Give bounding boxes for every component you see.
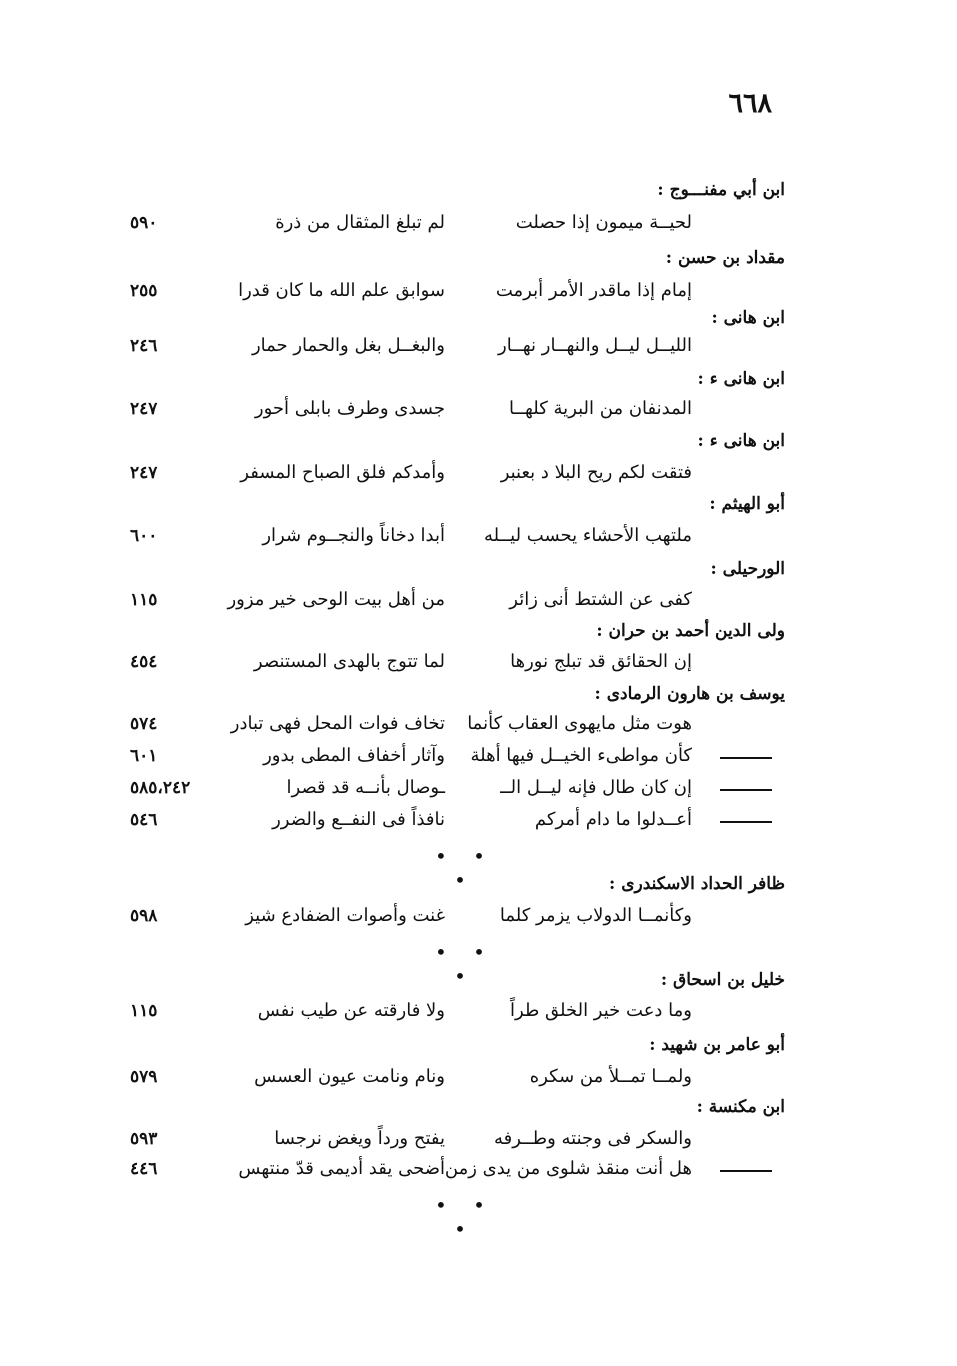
- verse-first-hemistich: إمام إذا ماقدر الأمر أبرمت: [495, 280, 692, 301]
- page-reference: ٢٤٧: [130, 463, 158, 483]
- repeat-dash: [720, 789, 772, 791]
- page-reference: ٢٤٦: [130, 336, 158, 356]
- verse-row: [0, 398, 957, 428]
- poet-heading: مقداد بن حسن :: [665, 248, 785, 268]
- verse-row: [0, 280, 957, 310]
- verse-first-hemistich: الليــل ليــل والنهــار نهــار: [498, 335, 692, 356]
- poet-heading: ابن هانى ء :: [697, 431, 785, 451]
- verse-first-hemistich: هوت مثل مايهوى العقاب كأنما: [467, 713, 692, 734]
- poet-heading: يوسف بن هارون الرمادى :: [594, 684, 785, 704]
- poet-heading: ابن مكنسة :: [696, 1097, 785, 1117]
- verse-row: [0, 651, 957, 681]
- page-reference: ١١٥: [130, 590, 158, 610]
- page-reference: ٢٥٥: [130, 281, 158, 301]
- page-reference: ٥٩٨: [130, 906, 158, 926]
- verse-row: [0, 745, 957, 775]
- verse-second-hemistich: ونام ونامت عيون العسس: [254, 1066, 445, 1087]
- verse-first-hemistich: لحيــة ميمون إذا حصلت: [515, 212, 692, 233]
- poet-heading: أبو الهيثم :: [709, 494, 785, 514]
- verse-second-hemistich: جسدى وطرف بابلى أحور: [254, 398, 445, 419]
- verse-first-hemistich: ولمــا تمــلأ من سكره: [529, 1066, 692, 1087]
- verse-row: [0, 525, 957, 555]
- poet-heading: ابن هانى :: [711, 308, 785, 328]
- verse-row: [0, 777, 957, 807]
- repeat-dash: [720, 821, 772, 823]
- page-reference: ٥٩٠: [130, 213, 158, 233]
- verse-first-hemistich: وكأنمــا الدولاب يزمر كلما: [499, 905, 692, 926]
- poet-heading: خليل بن اسحاق :: [660, 970, 785, 990]
- verse-row: [0, 212, 957, 242]
- poet-heading: الورحيلى :: [710, 559, 785, 579]
- verse-second-hemistich: أبدا دخاناً والنجــوم شرار: [262, 525, 445, 546]
- page-reference: ٥٩٣: [130, 1129, 158, 1149]
- verse-row: [0, 1158, 957, 1188]
- poet-heading: ابن أبي مفنـــوج :: [657, 180, 785, 200]
- verse-second-hemistich: غنت وأصوات الضفادع شيز: [245, 905, 445, 926]
- verse-second-hemistich: نافذاً فى النفــع والضرر: [272, 809, 445, 830]
- verse-row: [0, 905, 957, 935]
- verse-first-hemistich: كفى عن الشتط أنى زائر: [509, 589, 692, 610]
- verse-row: [0, 1066, 957, 1096]
- page-reference: ١١٥: [130, 1001, 158, 1021]
- verse-first-hemistich: وما دعت خير الخلق طراً: [510, 1000, 692, 1021]
- verse-second-hemistich: ولا فارقته عن طيب نفس: [257, 1000, 445, 1021]
- repeat-dash: [720, 757, 772, 759]
- poet-heading: ابن هانى ء :: [697, 369, 785, 389]
- verse-second-hemistich: ـوصال بأنــه قد قصرا: [286, 777, 445, 798]
- verse-row: [0, 335, 957, 365]
- verse-first-hemistich: هل أنت منقذ شلوى من يدى زمن: [444, 1158, 692, 1179]
- verse-second-hemistich: من أهل بيت الوحى خير مزور: [227, 589, 445, 610]
- verse-row: [0, 462, 957, 492]
- section-separator: • • •: [435, 1193, 495, 1241]
- poet-heading: أبو عامر بن شهيد :: [649, 1035, 785, 1055]
- verse-row: [0, 589, 957, 619]
- section-separator: • • •: [435, 844, 495, 892]
- verse-row: [0, 809, 957, 839]
- verse-row: [0, 1128, 957, 1158]
- verse-first-hemistich: فتقت لكم ريح البلا د بعنبر: [500, 462, 692, 483]
- verse-second-hemistich: يفتح ورداً ويغض نرجسا: [274, 1128, 445, 1149]
- page-reference: ٤٤٦: [130, 1159, 158, 1179]
- verse-second-hemistich: تخاف فوات المحل فهى تبادر: [230, 713, 445, 734]
- verse-second-hemistich: سوابق علم الله ما كان قدرا: [238, 280, 445, 301]
- verse-row: [0, 1000, 957, 1030]
- verse-second-hemistich: والبغــل بغل والحمار حمار: [251, 335, 445, 356]
- verse-first-hemistich: كأن مواطىء الخيــل فيها أهلة: [470, 745, 692, 766]
- verse-second-hemistich: لما تتوج بالهدى المستنصر: [253, 651, 445, 672]
- verse-first-hemistich: المدنفان من البرية كلهــا: [508, 398, 692, 419]
- page-number: ٦٦٨: [728, 88, 772, 119]
- page-reference: ٢٤٧: [130, 399, 158, 419]
- verse-second-hemistich: وآثار أخفاف المطى بدور: [263, 745, 445, 766]
- page-reference: ٦٠٠: [130, 526, 158, 546]
- page-reference: ٥٧٩: [130, 1067, 158, 1087]
- page-reference: ٦٠١: [130, 746, 158, 766]
- verse-first-hemistich: أعــدلوا ما دام أمركم: [534, 809, 692, 830]
- section-separator: • • •: [435, 940, 495, 988]
- verse-second-hemistich: لم تبلغ المثقال من ذرة: [275, 212, 445, 233]
- poet-heading: ظافر الحداد الاسكندرى :: [609, 874, 785, 894]
- poet-heading: ولى الدين أحمد بن حران :: [596, 621, 785, 641]
- verse-first-hemistich: ملتهب الأحشاء يحسب ليــله: [483, 525, 692, 546]
- verse-first-hemistich: إن كان طال فإنه ليــل الــ: [500, 777, 692, 798]
- verse-second-hemistich: أضحى يقد أديمى قدّ منتهس: [238, 1158, 445, 1179]
- verse-row: [0, 713, 957, 743]
- verse-first-hemistich: إن الحقائق قد تبلج نورها: [510, 651, 692, 672]
- page-reference: ٥٨٥،٢٤٢: [130, 778, 191, 798]
- page-reference: ٤٥٤: [130, 652, 158, 672]
- page-reference: ٥٤٦: [130, 810, 158, 830]
- repeat-dash: [720, 1170, 772, 1172]
- page-reference: ٥٧٤: [130, 714, 158, 734]
- verse-first-hemistich: والسكر فى وجنته وطــرفه: [494, 1128, 692, 1149]
- verse-second-hemistich: وأمدكم فلق الصباح المسفر: [240, 462, 445, 483]
